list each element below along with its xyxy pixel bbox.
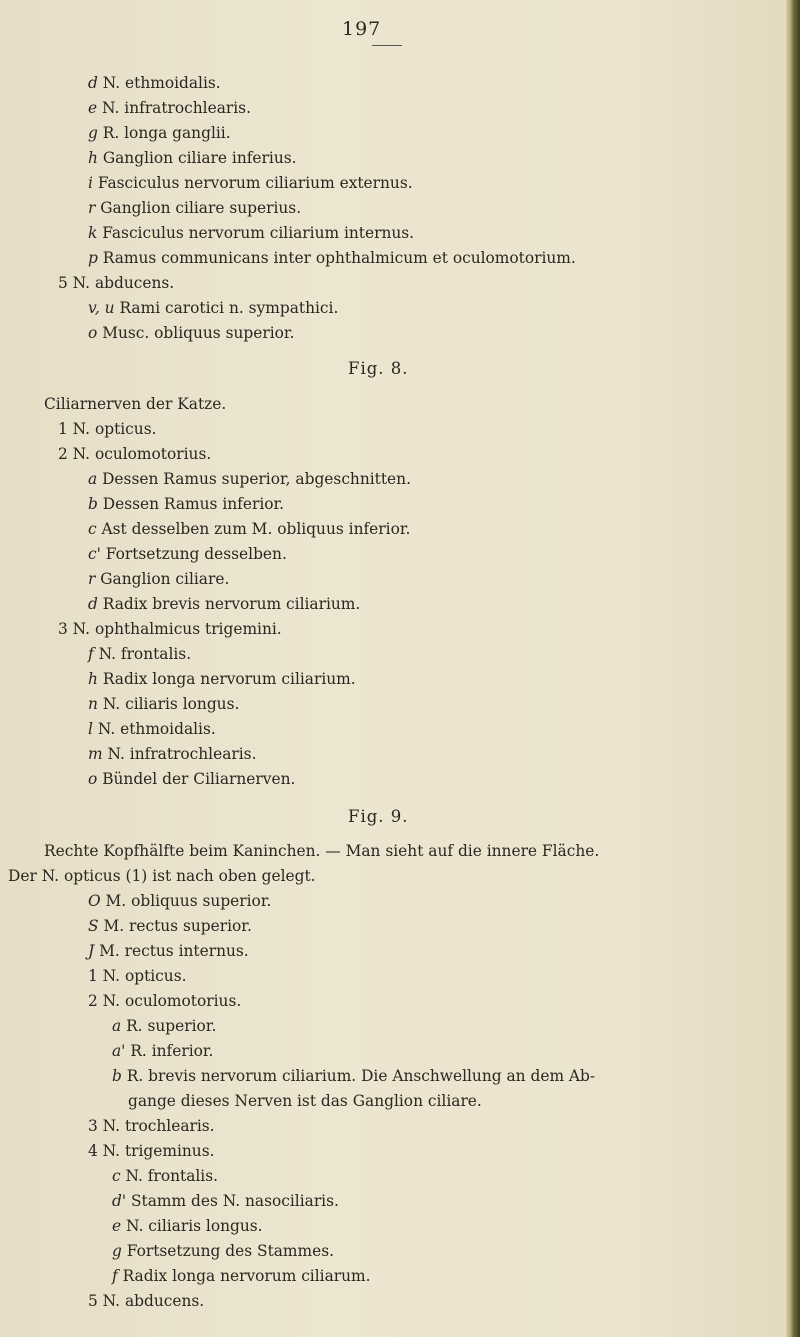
list-item: 3 N. ophthalmicus trigemini.	[58, 620, 282, 638]
list-item: o Bündel der Ciliarnerven.	[88, 770, 296, 788]
list-item: g R. longa ganglii.	[88, 124, 231, 142]
list-item: c' Fortsetzung desselben.	[88, 545, 287, 563]
list-item: f Radix longa nervorum ciliarum.	[112, 1267, 371, 1285]
list-item: 1 N. opticus.	[58, 420, 157, 438]
list-item: r Ganglion ciliare superius.	[88, 199, 302, 217]
list-item: p Ramus communicans inter ophthalmicum et oculomotorium.	[88, 249, 576, 267]
list-item: r Ganglion ciliare.	[88, 570, 230, 588]
figure-8-caption: Ciliarnerven der Katze.	[44, 395, 227, 413]
figure-9-caption-line-1: Rechte Kopfhälfte beim Kaninchen. — Man sieht auf die innere Fläche.	[44, 842, 600, 860]
list-item: d N. ethmoidalis.	[88, 74, 221, 92]
list-item: g Fortsetzung des Stammes.	[112, 1242, 335, 1260]
figure-8-title: Fig. 8.	[348, 359, 409, 378]
list-item: c Ast desselben zum M. obliquus inferior.	[88, 520, 411, 538]
list-item: e N. ciliaris longus.	[112, 1217, 263, 1235]
list-item: h Radix longa nervorum ciliarium.	[88, 670, 356, 688]
list-item: 2 N. oculomotorius.	[88, 992, 242, 1010]
list-item: e N. infratrochlearis.	[88, 99, 251, 117]
list-item: 5 N. abducens.	[58, 274, 175, 292]
list-item: 5 N. abducens.	[88, 1292, 205, 1310]
list-item: h Ganglion ciliare inferius.	[88, 149, 297, 167]
list-item: c N. frontalis.	[112, 1167, 219, 1185]
list-item: a' R. inferior.	[112, 1042, 214, 1060]
page-number-rule	[372, 45, 402, 46]
list-item: d Radix brevis nervorum ciliarium.	[88, 595, 361, 613]
list-item: f N. frontalis.	[88, 645, 192, 663]
list-item: k Fasciculus nervorum ciliarium internus.	[88, 224, 415, 242]
list-item: l N. ethmoidalis.	[88, 720, 216, 738]
page-edge	[786, 0, 800, 1337]
list-item: a R. superior.	[112, 1017, 217, 1035]
figure-9-title: Fig. 9.	[348, 807, 409, 826]
figure-9-caption-line-2: Der N. opticus (1) ist nach oben gelegt.	[8, 867, 316, 885]
list-item: 1 N. opticus.	[88, 967, 187, 985]
list-item: b Dessen Ramus inferior.	[88, 495, 285, 513]
list-item: m N. infratrochlearis.	[88, 745, 257, 763]
list-item: n N. ciliaris longus.	[88, 695, 240, 713]
list-item: d' Stamm des N. nasociliaris.	[112, 1192, 339, 1210]
list-item: v, u Rami carotici n. sympathici.	[88, 299, 339, 317]
list-item: o Musc. obliquus superior.	[88, 324, 295, 342]
list-item: J M. rectus internus.	[88, 942, 249, 960]
list-item: 3 N. trochlearis.	[88, 1117, 215, 1135]
list-item-continuation: gange dieses Nerven ist das Ganglion ciliare.	[128, 1092, 482, 1110]
list-item: 4 N. trigeminus.	[88, 1142, 215, 1160]
list-item: S M. rectus superior.	[88, 917, 252, 935]
list-item: 2 N. oculomotorius.	[58, 445, 212, 463]
list-item: b R. brevis nervorum ciliarium. Die Anschwellung an dem Ab-	[112, 1067, 596, 1085]
page-number: 197	[342, 18, 382, 40]
list-item: O M. obliquus superior.	[88, 892, 272, 910]
list-item: i Fasciculus nervorum ciliarium externus.	[88, 174, 413, 192]
list-item: a Dessen Ramus superior, abgeschnitten.	[88, 470, 411, 488]
